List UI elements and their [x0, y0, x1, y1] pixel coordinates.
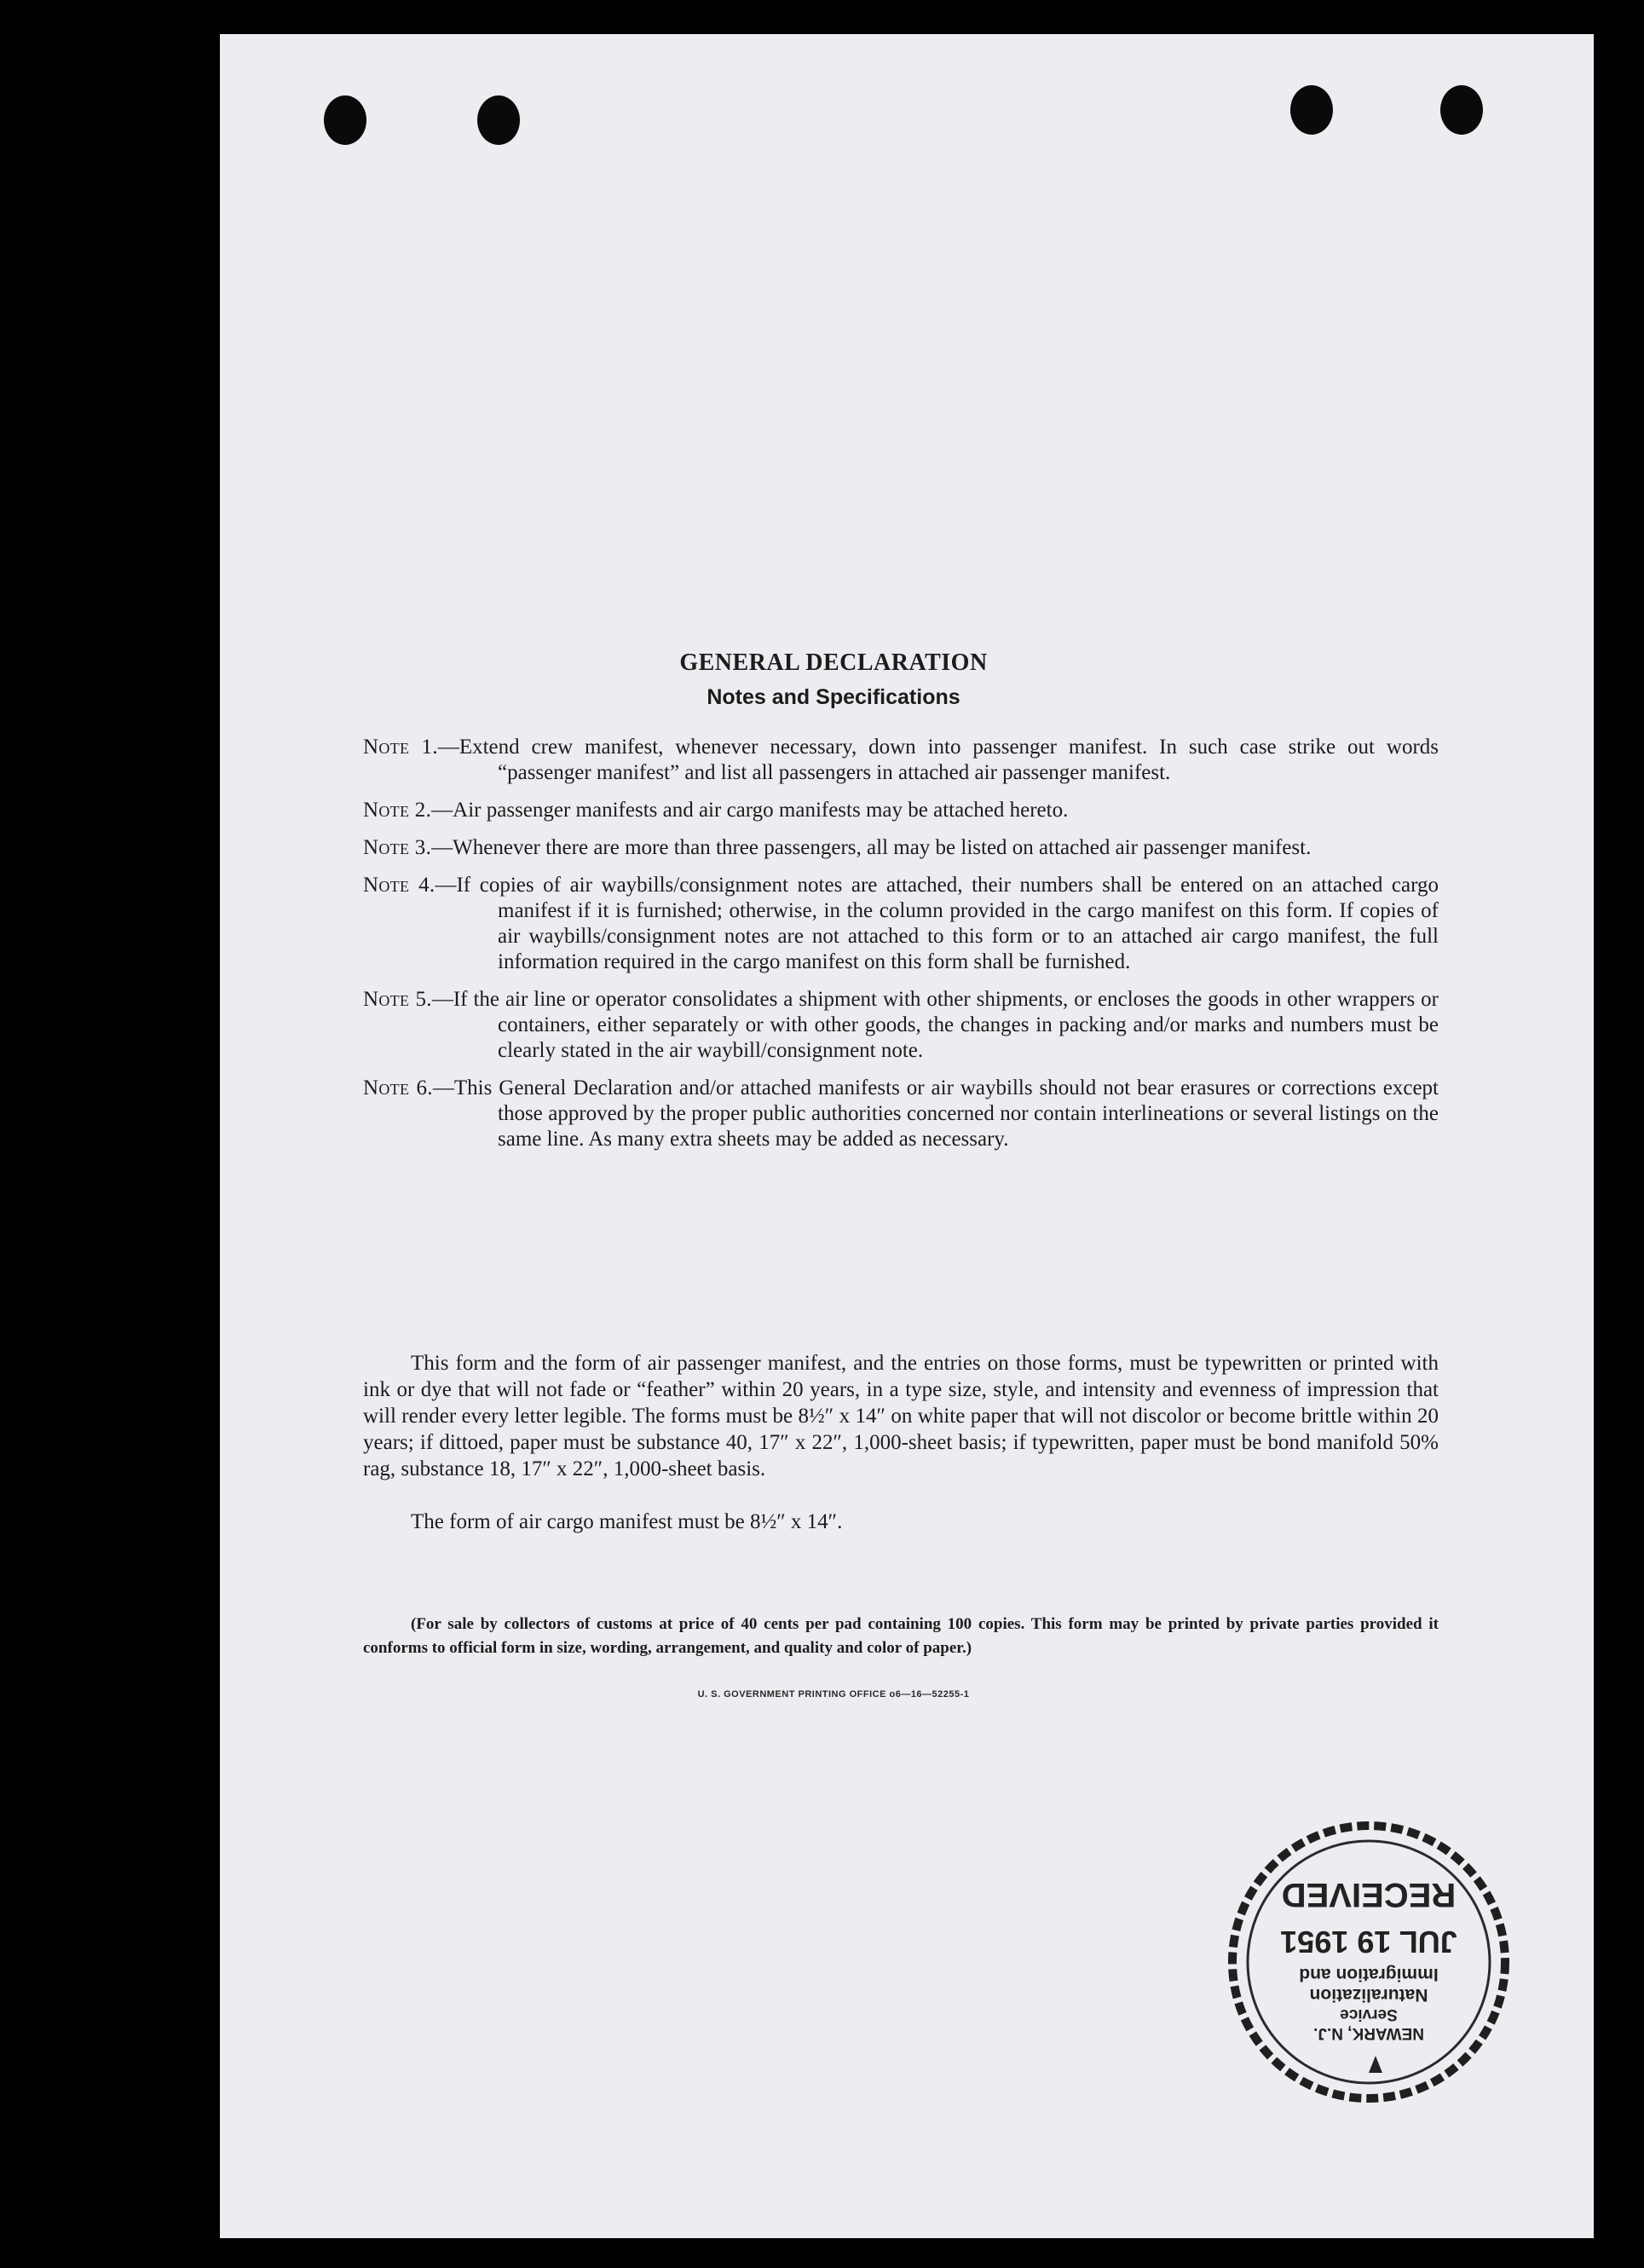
- note-text: —This General Declaration and/or attached manifests or air waybills should not bear erasures or corrections except those approved by the proper public authorities concerned nor contain interlineations or several listings on the same line. As many extra sheets may be added as necessary.: [432, 1076, 1439, 1151]
- note-2: [363, 798, 1439, 823]
- stamp-line-2: Naturalization: [1309, 1985, 1428, 2005]
- note-text: —If copies of air waybills/consignment notes are attached, their numbers shall be entered on an attached cargo manifest if it is furnished; otherwise, in the column provided in the cargo manifest on this form. If copies of air waybills/consignment notes are not attached to this form or to an attached air cargo manifest, the full information required in the cargo manifest on this form shall be furnished.: [435, 874, 1439, 973]
- note-text: —Whenever there are more than three passengers, all may be listed on attached air passenger manifest.: [431, 836, 1312, 859]
- punch-hole-left-1: [324, 95, 366, 145]
- note-label: Note 1.: [363, 736, 438, 759]
- note-text: —Air passenger manifests and air cargo manifests may be attached hereto.: [431, 799, 1069, 822]
- page-subtitle: Notes and Specifications: [707, 685, 960, 709]
- stamp-city: NEWARK, N.J.: [1313, 2024, 1424, 2042]
- note-4: [363, 873, 1439, 975]
- note-3: [363, 835, 1439, 861]
- received-stamp: [1224, 1817, 1514, 2107]
- notes-list: [363, 735, 1439, 1164]
- note-text: —If the air line or operator consolidates a shipment with other shipments, or encloses the goods in other wrappers or containers, either separately or with other goods, the changes in packing and/or marks and numbers must be clearly stated in the air waybill/consignment note.: [431, 988, 1439, 1062]
- sale-notice: (For sale by collectors of customs at price of 40 cents per pad containing 100 copies. This form may be printed by private parties provided it conforms to official form in size, wording, arrangement, and quality and color of paper.): [363, 1615, 1439, 1657]
- note-6: [363, 1076, 1439, 1152]
- punch-hole-right-2: [1440, 85, 1483, 135]
- note-label: Note 2.: [363, 799, 432, 822]
- note-label: Note 4.: [363, 874, 436, 897]
- punch-hole-left-2: [477, 95, 520, 145]
- specification-paragraph: This form and the form of air passenger manifest, and the entries on those forms, must be typewritten or printed with ink or dye that will not fade or “feather” within 20 years, in a type size, style, and intensity and evenness of impression that will render every letter legible. The forms must be 8½″ x 14″ on white paper that will not discolor or become brittle within 20 years; if dittoed, paper must be substance 40, 17″ x 22″, 1,000-sheet basis; if typewritten, paper must be bond manifold 50% rag, substance 18, 17″ x 22″, 1,000-sheet basis.: [363, 1352, 1439, 1480]
- cargo-manifest-size-line: The form of air cargo manifest must be 8½″ x 14″.: [411, 1510, 843, 1533]
- printer-line: U. S. GOVERNMENT PRINTING OFFICE o6—16—52255-1: [697, 1689, 970, 1700]
- stamp-received: RECEIVED: [1281, 1876, 1457, 1913]
- page-title: GENERAL DECLARATION: [679, 649, 988, 676]
- note-1: [363, 735, 1439, 786]
- note-text: —Extend crew manifest, whenever necessary, down into passenger manifest. In such case strike out words “passenger manifest” and list all passengers in attached air passenger manifest.: [437, 736, 1439, 784]
- note-5: [363, 987, 1439, 1064]
- note-label: Note 5.: [363, 988, 432, 1011]
- stamp-line-3: Service: [1340, 2005, 1398, 2023]
- stamp-line-1: Immigration and: [1299, 1965, 1439, 1984]
- stamp-date: JUL 19 1951: [1280, 1925, 1457, 1959]
- punch-hole-right-1: [1290, 85, 1333, 135]
- document-page: [220, 34, 1594, 2238]
- star-icon: [1369, 2056, 1382, 2073]
- note-label: Note 3.: [363, 836, 432, 859]
- note-label: Note 6.: [363, 1076, 433, 1099]
